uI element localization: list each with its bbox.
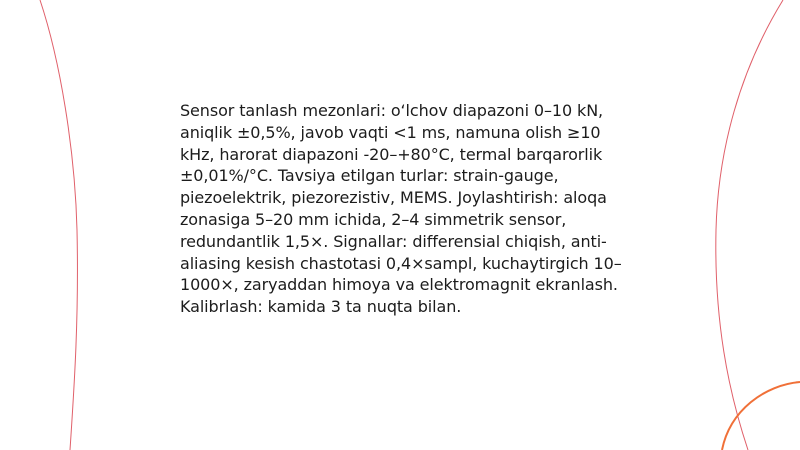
slide-body-text: Sensor tanlash mezonlari: o‘lchov diapazoni 0–10 kN, aniqlik ±0,5%, javob vaqti <1 ms, namuna olish ≥10 kHz, harorat diapazoni -20–+80°C, termal barqarorlik ±0,01%/°C. Tavsiya etilgan turlar: strain-gauge, piezoelektrik, piezorezistiv, MEMS. Joylashtirish: aloqa zonasiga 5–20 mm ichida, 2–4 simmetrik sensor, redundantlik 1,5×. Signallar: differensial chiqish, anti-aliasing kesish chastotasi 0,4×sampl, kuchaytirgich 10–1000×, zaryaddan himoya va elektromagnit ekranlash. Kalibrlash: kamida 3 ta nuqta bilan. xyxy=(180,101,622,317)
right-decorative-arc xyxy=(716,0,783,450)
left-decorative-arc xyxy=(40,0,77,450)
orange-decorative-circle xyxy=(722,382,800,450)
